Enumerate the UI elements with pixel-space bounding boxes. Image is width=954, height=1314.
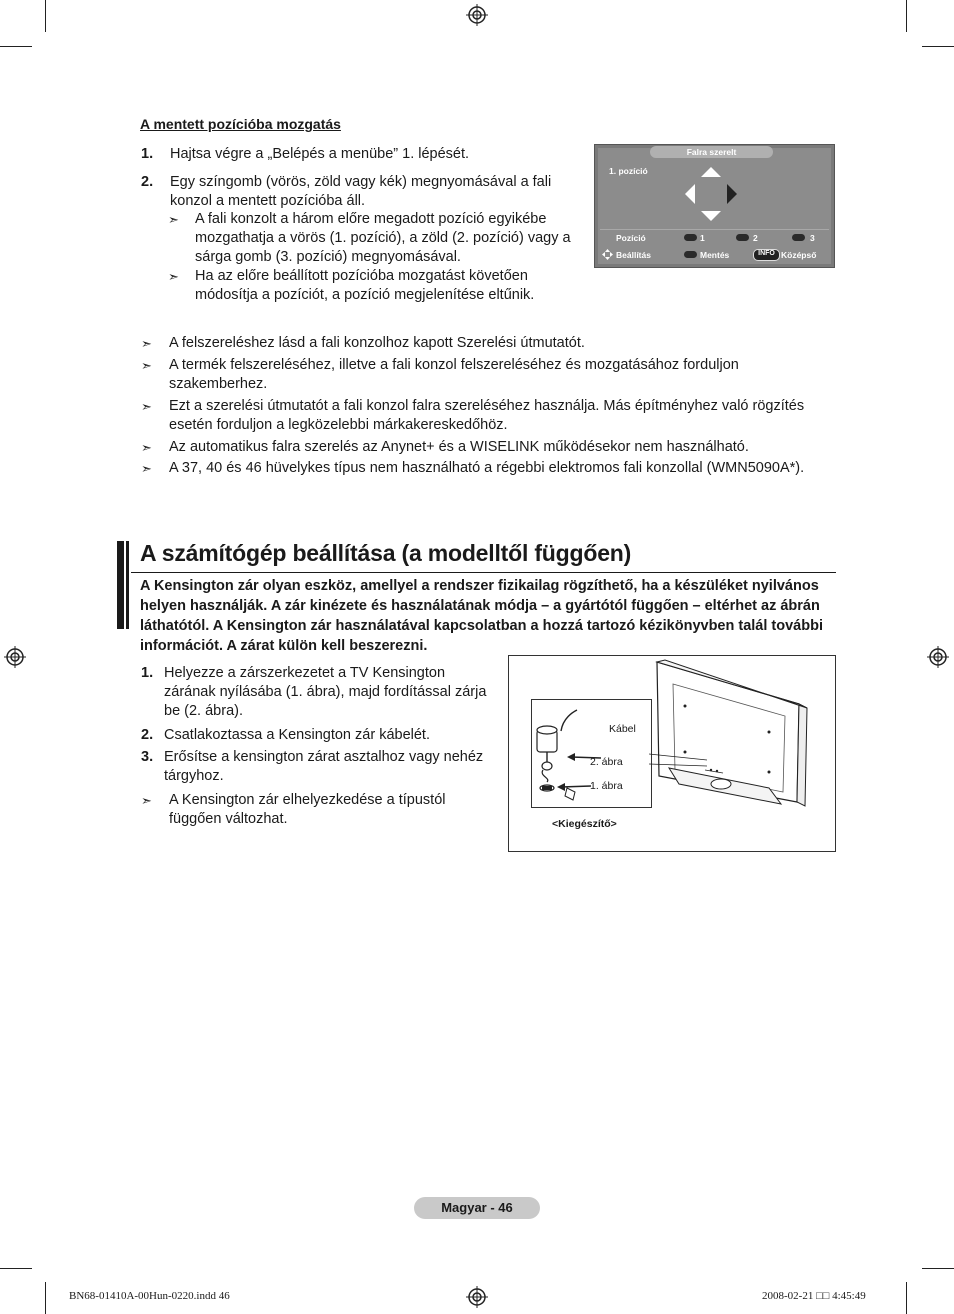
note-text: A felszereléshez lásd a fali konzolhoz kapott Szerelési útmutatót.: [169, 335, 585, 351]
sub-note: [168, 210, 583, 267]
crop-mark: [0, 1268, 32, 1269]
sub-note-text: Ha az előre beállított pozícióba mozgatást követően módosítja a pozíciót, a pozíció megjelenítése eltűnik.: [195, 268, 535, 303]
step-text: Hajtsa végre a „Belépés a menübe” 1. lépését.: [170, 146, 470, 162]
note: [141, 459, 831, 478]
kensington-step-1: [141, 664, 496, 721]
step-text: Helyezze a zárszerkezetet a TV Kensington zárának nyílásába (1. ábra), majd fordítással zárja be (2. ábra).: [164, 665, 487, 719]
crop-mark: [45, 0, 46, 32]
osd-adjust-label: Beállítás: [616, 250, 651, 260]
registration-mark-icon: [466, 1286, 488, 1308]
osd-position-row-label: Pozíció: [616, 233, 646, 243]
note-arrow-icon: ➣: [141, 399, 152, 414]
note-arrow-icon: ➣: [141, 440, 152, 455]
osd-button-3-label: 3: [810, 233, 815, 243]
connector-line: [649, 752, 709, 782]
kensington-figure: [508, 655, 836, 852]
callout-arrow-icon: [557, 782, 593, 792]
sub-note-text: A fali konzolt a három előre megadott pozíció egyikébe mozgathatja a vörös (1. pozíció), a zöld (2. pozíció) vagy a sárga gomb (3. pozíció) megnyomásával.: [195, 211, 571, 265]
kensington-note: [141, 791, 461, 829]
note-arrow-icon: ➣: [141, 336, 152, 351]
osd-info-label: INFO: [758, 250, 775, 257]
crop-mark: [45, 1282, 46, 1314]
heading-rule: [131, 572, 836, 573]
kensington-step-2: [141, 726, 496, 745]
registration-mark-icon: [927, 646, 949, 668]
crop-mark: [906, 0, 907, 32]
crop-mark: [0, 46, 32, 47]
crop-mark: [922, 46, 954, 47]
osd-position-label: 1. pozíció: [609, 166, 648, 176]
note-arrow-icon: ➣: [168, 212, 179, 227]
print-timestamp: 2008-02-21 □□ 4:45:49: [762, 1290, 866, 1302]
section-subtitle: A mentett pozícióba mozgatás: [140, 116, 341, 132]
crop-mark: [922, 1268, 954, 1269]
note: [141, 438, 831, 457]
osd-button-1-label: 1: [700, 233, 705, 243]
note: [141, 397, 831, 435]
step-number: 3.: [141, 749, 154, 765]
osd-wall-mount-screen: [594, 144, 835, 268]
red-button-icon: [684, 234, 697, 241]
osd-center-label: Középső: [781, 250, 817, 260]
registration-mark-icon: [466, 4, 488, 26]
step-number: 2.: [141, 727, 154, 743]
osd-save-label: Mentés: [700, 250, 730, 260]
intro-paragraph: A Kensington zár olyan eszköz, amellyel a rendszer fizikailag rögzíthető, ha a készüléket nyilvános helyen használják. A zár kinézete és használatának módja – a gyártótól függően – eltérhet az ábrán láthatótól. A Kensington zár használatával kapcsolatban a hozzá tartozó kézikönyvben talál további információt. A zárat külön kell beszerezni.: [140, 578, 823, 654]
osd-title: Falra szerelt: [686, 147, 737, 157]
note-arrow-icon: ➣: [168, 269, 179, 284]
figure-caption: <Kiegészítő>: [552, 818, 617, 830]
figure-1-label: 1. ábra: [590, 780, 623, 792]
step-text: Csatlakoztassa a Kensington zár kábelét.: [164, 727, 430, 743]
move-arrows-icon: [602, 249, 613, 260]
note-text: Ezt a szerelési útmutatót a fali konzol falra szereléséhez használja. Más építményhez való rögzítés esetén forduljon a legközelebbi márkakereskedőhöz.: [169, 398, 805, 433]
section-heading: A számítógép beállítása (a modelltől függően): [140, 540, 632, 566]
page-number: Magyar - 46: [441, 1200, 513, 1215]
file-slug: BN68-01410A-00Hun-0220.indd 46: [69, 1290, 230, 1302]
step-text: Erősítse a kensington zárat asztalhoz vagy nehéz tárgyhoz.: [164, 749, 484, 784]
save-button-icon: [684, 251, 697, 258]
step-number: 2.: [141, 174, 154, 190]
note: [141, 334, 831, 353]
kensington-step-3: [141, 748, 496, 786]
note: [141, 356, 831, 394]
sub-note: [168, 267, 583, 305]
crop-mark: [906, 1282, 907, 1314]
note-text: Az automatikus falra szerelés az Anynet+ és a WISELINK működésekor nem használható.: [169, 439, 749, 455]
heading-bar-thin: [126, 541, 129, 629]
note-arrow-icon: ➣: [141, 461, 152, 476]
osd-divider: [600, 229, 829, 230]
step-2: [141, 173, 581, 211]
note-text: A Kensington zár elhelyezkedése a típustól függően változhat.: [169, 792, 446, 827]
figure-2-label: 2. ábra: [590, 756, 623, 768]
step-text: Egy színgomb (vörös, zöld vagy kék) megnyomásával a fali konzol a mentett pozícióba áll.: [170, 174, 552, 209]
cable-label: Kábel: [609, 723, 636, 735]
green-button-icon: [736, 234, 749, 241]
step-number: 1.: [141, 146, 154, 162]
note-text: A 37, 40 és 46 hüvelykes típus nem használható a régebbi elektromos fali konzollal (WMN5090A*).: [169, 460, 805, 476]
tv-rear-illustration: [649, 656, 835, 816]
note-arrow-icon: ➣: [141, 358, 152, 373]
direction-pad-icon: [683, 165, 739, 223]
note-arrow-icon: ➣: [141, 793, 152, 808]
registration-mark-icon: [4, 646, 26, 668]
osd-button-2-label: 2: [753, 233, 758, 243]
step-number: 1.: [141, 665, 154, 681]
note-text: A termék felszereléséhez, illetve a fali konzol felszereléséhez és mozgatásához forduljon szakemberhez.: [169, 357, 739, 392]
yellow-button-icon: [792, 234, 805, 241]
heading-bar: [117, 541, 124, 629]
step-1: [141, 145, 581, 164]
